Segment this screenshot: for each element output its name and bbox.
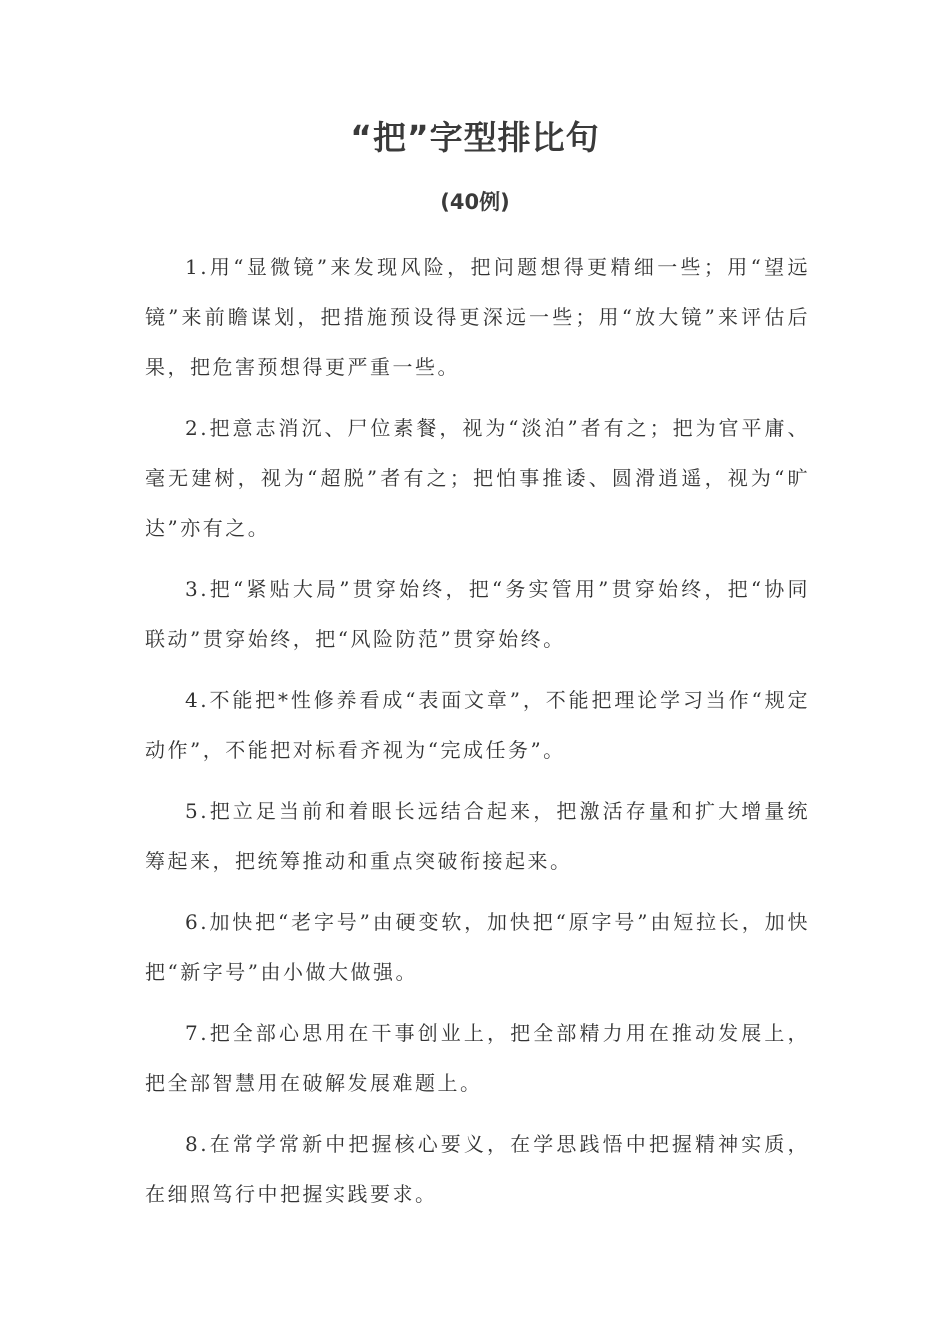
document-body bbox=[145, 242, 810, 1230]
paragraph-6: 6.加快把“老字号”由硬变软，加快把“原字号”由短拉长，加快把“新字号”由小做大做强。 bbox=[145, 910, 810, 984]
paragraph-8: 8.在常学常新中把握核心要义，在学思践悟中把握精神实质，在细照笃行中把握实践要求。 bbox=[145, 1132, 810, 1206]
paragraph-1: 1.用“显微镜”来发现风险，把问题想得更精细一些；用“望远镜”来前瞻谋划，把措施预设得更深远一些；用“放大镜”来评估后果，把危害预想得更严重一些。 bbox=[145, 255, 810, 379]
paragraph-4: 4.不能把*性修养看成“表面文章”，不能把理论学习当作“规定动作”，不能把对标看齐视为“完成任务”。 bbox=[145, 688, 810, 762]
page-title: “把”字型排比句 bbox=[350, 118, 600, 157]
paragraph-5: 5.把立足当前和着眼长远结合起来，把激活存量和扩大增量统筹起来，把统筹推动和重点突破衔接起来。 bbox=[145, 799, 810, 873]
page-subtitle: (40例) bbox=[440, 190, 510, 214]
paragraph-7: 7.把全部心思用在干事创业上，把全部精力用在推动发展上，把全部智慧用在破解发展难题上。 bbox=[145, 1021, 810, 1095]
paragraph-2: 2.把意志消沉、尸位素餐，视为“淡泊”者有之；把为官平庸、毫无建树，视为“超脱”者有之；把怕事推诿、圆滑逍遥，视为“旷达”亦有之。 bbox=[145, 416, 810, 540]
paragraph-3: 3.把“紧贴大局”贯穿始终，把“务实管用”贯穿始终，把“协同联动”贯穿始终，把“风险防范”贯穿始终。 bbox=[145, 577, 810, 651]
